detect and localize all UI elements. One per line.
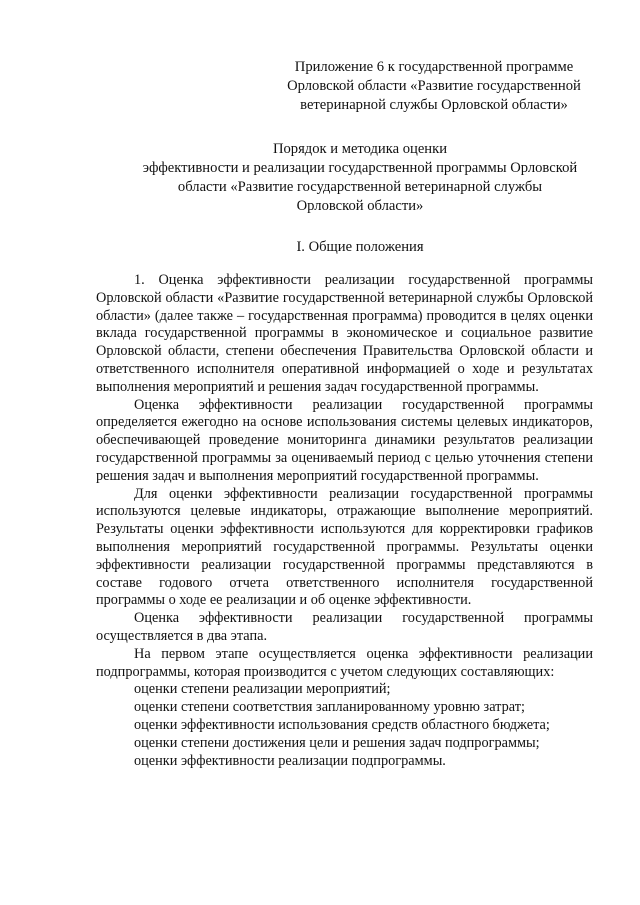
list-item: оценки эффективности использования средств областного бюджета; (134, 716, 550, 733)
appendix-line: Приложение 6 к государственной программе (294, 59, 574, 75)
paragraph: На первом этапе осуществляется оценка эффективности реализации подпрограммы, которая производится с учетом следующих составляющих: (96, 645, 593, 680)
paragraph: Оценка эффективности реализации государственной программы осуществляется в два этапа. (96, 610, 593, 644)
section-heading: I. Общие положения (296, 239, 424, 255)
list-item: оценки степени достижения цели и решения задач подпрограммы; (134, 734, 540, 751)
document-title (100, 140, 620, 216)
title-line: эффективности и реализации государственной программы Орловской (142, 160, 578, 176)
list-item: оценки степени соответствия запланированному уровню затрат; (134, 699, 525, 716)
list-item: оценки степени реализации мероприятий; (134, 681, 391, 698)
document-body (96, 272, 593, 770)
appendix-line: ветеринарной службы Орловской области» (300, 97, 568, 113)
paragraph: 1. Оценка эффективности реализации государственной программы Орловской области «Развитие государственной ветеринарной службы Орловской области» (далее также – государственная программа) проводится в целях оценки вклада государственной программы в экономическое и социальное развитие Орловской области, степени обеспечения Правительства Орловской области и ответственного исполнителя оперативной информацией о ходе и результатах выполнения мероприятий и решения задач государственной программы. (96, 272, 593, 395)
title-line: области «Развитие государственной ветеринарной службы (177, 179, 543, 195)
paragraph: Оценка эффективности реализации государственной программы определяется ежегодно на основе использования системы целевых индикаторов, обеспечивающей проведение мониторинга динамики результатов реализации государственной программы за оцениваемый период с целью уточнения степени решения задач и выполнения мероприятий государственной программы. (96, 396, 593, 484)
title-line: Порядок и методика оценки (272, 141, 448, 157)
list-item: оценки эффективности реализации подпрограммы. (134, 752, 446, 769)
appendix-note (278, 58, 590, 115)
appendix-line: Орловской области «Развитие государственной (287, 78, 581, 94)
paragraph: Для оценки эффективности реализации государственной программы используются целевые индикаторы, отражающие выполнение мероприятий. Результаты оценки эффективности используются для корректировки графиков выполнения мероприятий государственной программы. Результаты оценки эффективности реализации государственной программы представляются в составе годового отчета ответственного исполнителя государственной программы о ходе ее реализации и об оценке эффективности. (96, 485, 593, 609)
title-line: Орловской области» (296, 198, 424, 214)
